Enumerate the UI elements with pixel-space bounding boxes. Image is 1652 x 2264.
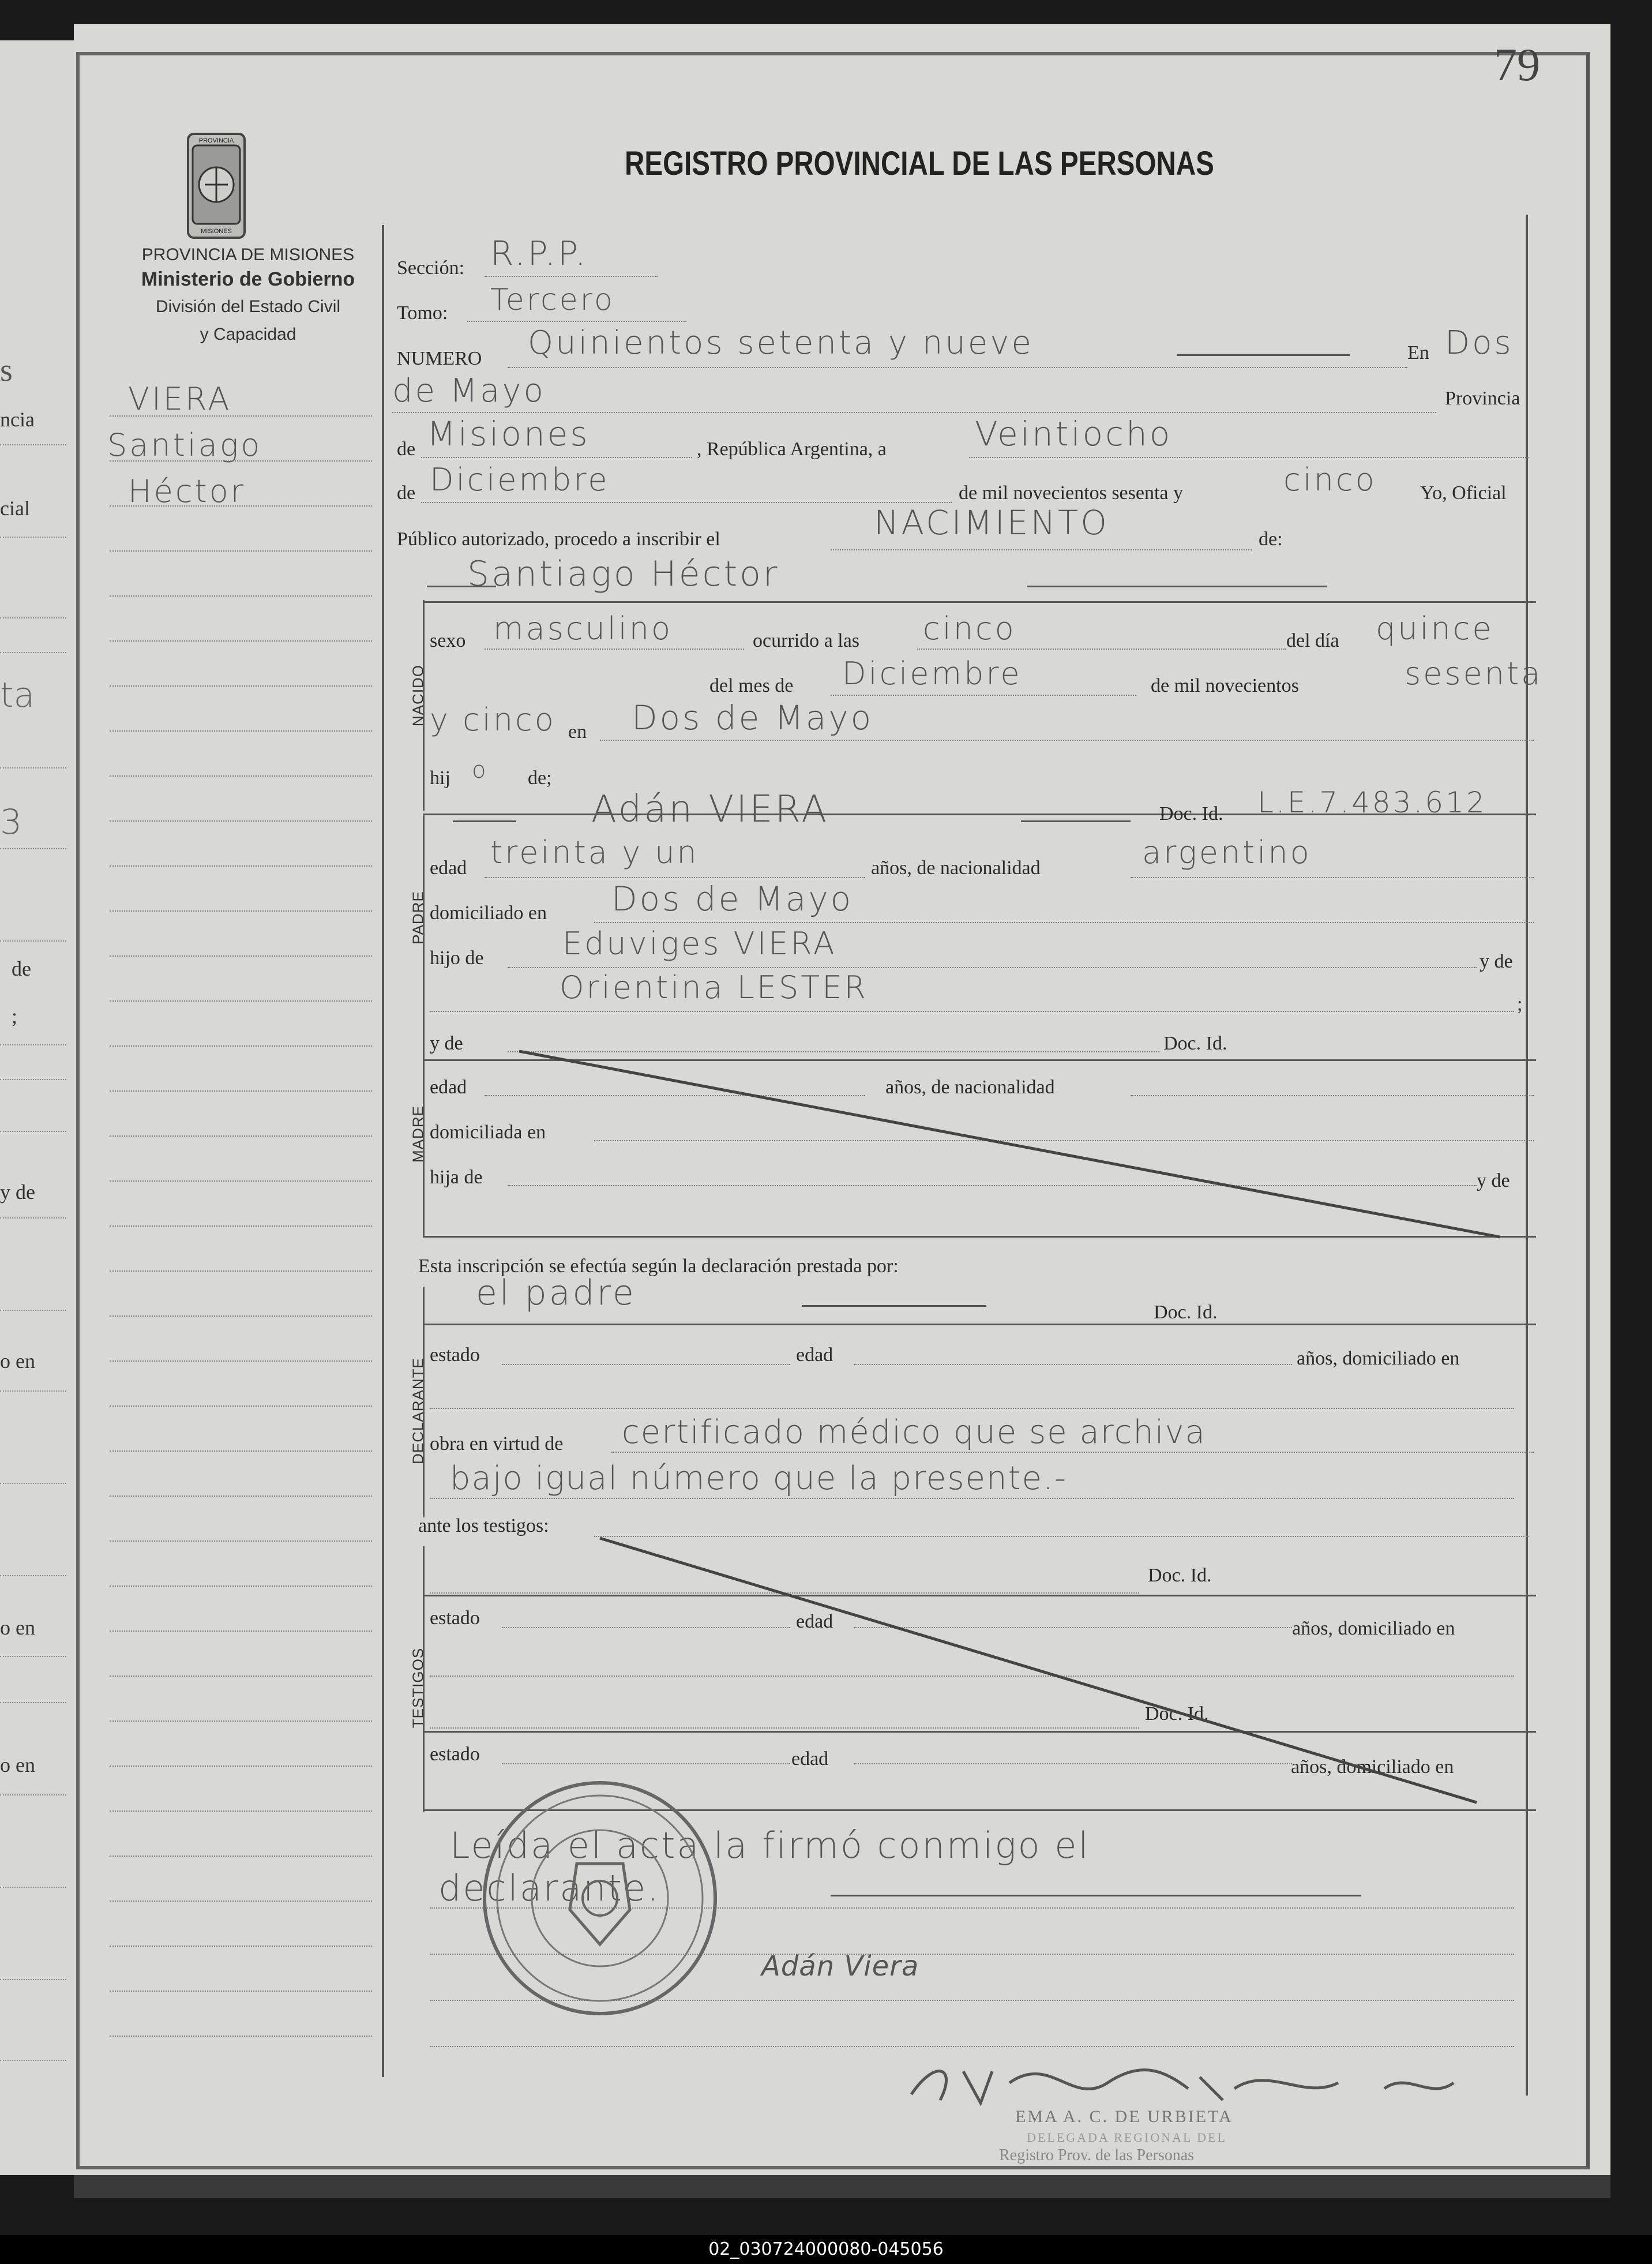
padre-yde-label: y de: [1480, 951, 1513, 972]
hijo-suffix: o: [472, 757, 489, 784]
padre-nac-value: argentino: [1142, 834, 1312, 871]
testigo1-dom-label: años, domiciliado en: [1292, 1618, 1455, 1639]
dia-label: del día: [1286, 630, 1339, 651]
closing-line-1: Leída el acta la firmó conmigo el: [450, 1824, 1090, 1866]
seal-bottom-text: MISIONES: [201, 228, 232, 235]
left-fragment: s: [0, 353, 13, 388]
margin-surname: VIERA: [128, 381, 232, 417]
testigo1-estado-label: estado: [430, 1607, 480, 1629]
de-colon-label: de:: [1259, 528, 1283, 550]
padre-doc-value: L.E.7.483.612: [1257, 786, 1487, 819]
header-ministry: Ministerio de Gobierno: [141, 268, 355, 290]
madre-doc-label: Doc. Id.: [1163, 1033, 1227, 1054]
padre-semicolon: ;: [1517, 994, 1523, 1015]
left-fragment: 3: [0, 802, 22, 842]
header-division: División del Estado Civil: [155, 297, 341, 316]
mes-value: Diciembre: [842, 655, 1022, 692]
sexo-value: masculino: [493, 610, 673, 647]
nacido-side-label: NACIDO: [409, 664, 427, 727]
obra-label: obra en virtud de: [430, 1433, 564, 1455]
testigo2-estado-label: estado: [430, 1744, 480, 1765]
anio-cont-value: y cinco: [430, 702, 556, 738]
image-filename: 02_030724000080-045056: [0, 2235, 1652, 2264]
hora-value: cinco: [923, 610, 1016, 647]
madre-dom-label: domiciliada en: [430, 1122, 546, 1143]
day-value: Veintiocho: [975, 414, 1173, 453]
act-value: NACIMIENTO: [874, 503, 1109, 542]
left-fragment: o en: [0, 1350, 35, 1373]
madre-yde2-label: y de: [1477, 1170, 1510, 1191]
tomo-value: Tercero: [490, 283, 615, 317]
header-province: PROVINCIA DE MISIONES: [141, 245, 355, 264]
year-label: de mil novecientos sesenta y: [959, 482, 1184, 504]
registered-name-value: Santiago Héctor: [467, 554, 780, 594]
left-fragment: y de: [0, 1180, 35, 1204]
left-fragment: ;: [12, 1004, 18, 1028]
madre-edad-label: edad: [430, 1077, 467, 1098]
page-number: 79: [1494, 40, 1540, 91]
padre-dom-value: Dos de Mayo: [611, 879, 854, 919]
oficial-label: Yo, Oficial: [1420, 482, 1507, 504]
padre-hijo-value: Eduviges VIERA: [562, 925, 837, 962]
testigo2-doc-label: Doc. Id.: [1145, 1703, 1209, 1725]
left-fragment: ta: [0, 675, 35, 715]
padre-doc-label: Doc. Id.: [1159, 803, 1223, 824]
official-round-stamp: [479, 1777, 721, 2019]
hora-label: ocurrido a las: [753, 630, 860, 651]
numero-label: NUMERO: [397, 348, 482, 369]
padre-edad-value: treinta y un: [490, 834, 699, 871]
mes-label: del mes de: [709, 675, 794, 696]
left-fragment: o en: [0, 1753, 35, 1776]
margin-first-name: Santiago: [107, 427, 262, 463]
closing-rule: [430, 2046, 1514, 2047]
publico-label: Público autorizado, procedo a inscribir el: [397, 528, 720, 550]
en-label: En: [1407, 342, 1429, 363]
obra-value: certificado médico que se archiva: [622, 1414, 1206, 1451]
obra-value-2: bajo igual número que la presente.-: [450, 1460, 1067, 1497]
seal-top-text: PROVINCIA: [198, 137, 234, 144]
testigo1-edad-label: edad: [796, 1611, 833, 1632]
padre-name-value: Adán VIERA: [591, 788, 829, 831]
padre-edad-label: edad: [430, 857, 467, 879]
seccion-label: Sección:: [397, 257, 465, 279]
padre-side-label: PADRE: [409, 891, 427, 944]
hijo-label: hij: [430, 767, 450, 789]
testigo1-doc-label: Doc. Id.: [1148, 1565, 1212, 1586]
year-value: cinco: [1283, 462, 1377, 498]
testigo2-edad-label: edad: [791, 1748, 829, 1770]
testigos-intro: ante los testigos:: [418, 1515, 549, 1536]
provincia-label: Provincia: [1445, 388, 1520, 409]
madre-nac-label: años, de nacionalidad: [885, 1077, 1055, 1098]
left-fragment: de: [12, 957, 31, 980]
anio-label: de mil novecientos: [1151, 675, 1299, 696]
hijo-de-label: de;: [528, 767, 552, 789]
padre-dom-label: domiciliado en: [430, 902, 547, 924]
seccion-value: R.P.P.: [490, 234, 588, 273]
closing-line-2: declarante.: [438, 1867, 660, 1909]
officer-stamp-line3: Registro Prov. de las Personas: [999, 2146, 1195, 2164]
padre-hijo-value-2: Orientina LESTER: [560, 969, 868, 1006]
declarante-estado-label: estado: [430, 1344, 480, 1366]
madre-side-label: MADRE: [409, 1105, 427, 1163]
en-value: Dos: [1445, 324, 1514, 362]
de-label: de: [397, 438, 416, 460]
declarant-signature: Adán Viera: [761, 1950, 919, 1982]
anio-value: sesenta: [1405, 655, 1543, 692]
declarante-side-label: DECLARANTE: [409, 1358, 427, 1464]
numero-value: Quinientos setenta y nueve: [528, 324, 1034, 362]
nacido-en-label: en: [568, 721, 587, 743]
left-fragment: o en: [0, 1616, 35, 1639]
page-title: REGISTRO PROVINCIAL DE LAS PERSONAS: [625, 145, 1214, 182]
de-label-2: de: [397, 482, 416, 504]
declarante-edad-label: edad: [796, 1344, 833, 1366]
left-fragment: cial: [0, 497, 30, 520]
header-division-2: y Capacidad: [200, 325, 296, 344]
declaracion-intro: Esta inscripción se efectúa según la declaración prestada por:: [418, 1255, 899, 1277]
padre-hijo-label: hijo de: [430, 947, 484, 969]
left-fragment: ncia: [0, 408, 35, 431]
madre-yde-label: y de: [430, 1033, 463, 1054]
place-value: de Mayo: [392, 372, 546, 410]
testigos-side-label: TESTIGOS: [409, 1647, 427, 1729]
officer-stamp-line2: DELEGADA REGIONAL DEL: [1027, 2130, 1227, 2145]
declarante-dom-label: años, domiciliado en: [1297, 1348, 1460, 1369]
margin-second-name: Héctor: [128, 473, 246, 509]
sexo-label: sexo: [430, 630, 466, 651]
testigo2-dom-label: años, domiciliado en: [1291, 1756, 1454, 1778]
month-value: Diciembre: [430, 462, 610, 498]
declarante-doc-label: Doc. Id.: [1154, 1302, 1218, 1323]
nacido-lugar-value: Dos de Mayo: [632, 698, 874, 737]
officer-stamp-line1: EMA A. C. DE URBIETA: [1015, 2107, 1233, 2126]
province-value: Misiones: [427, 414, 590, 453]
madre-hija-label: hija de: [430, 1167, 483, 1188]
dia-value: quince: [1376, 610, 1494, 647]
republica-label: , República Argentina, a: [697, 438, 887, 460]
tomo-label: Tomo:: [397, 302, 448, 324]
padre-nac-label: años, de nacionalidad: [871, 857, 1041, 879]
declarante-value: el padre: [476, 1273, 636, 1313]
